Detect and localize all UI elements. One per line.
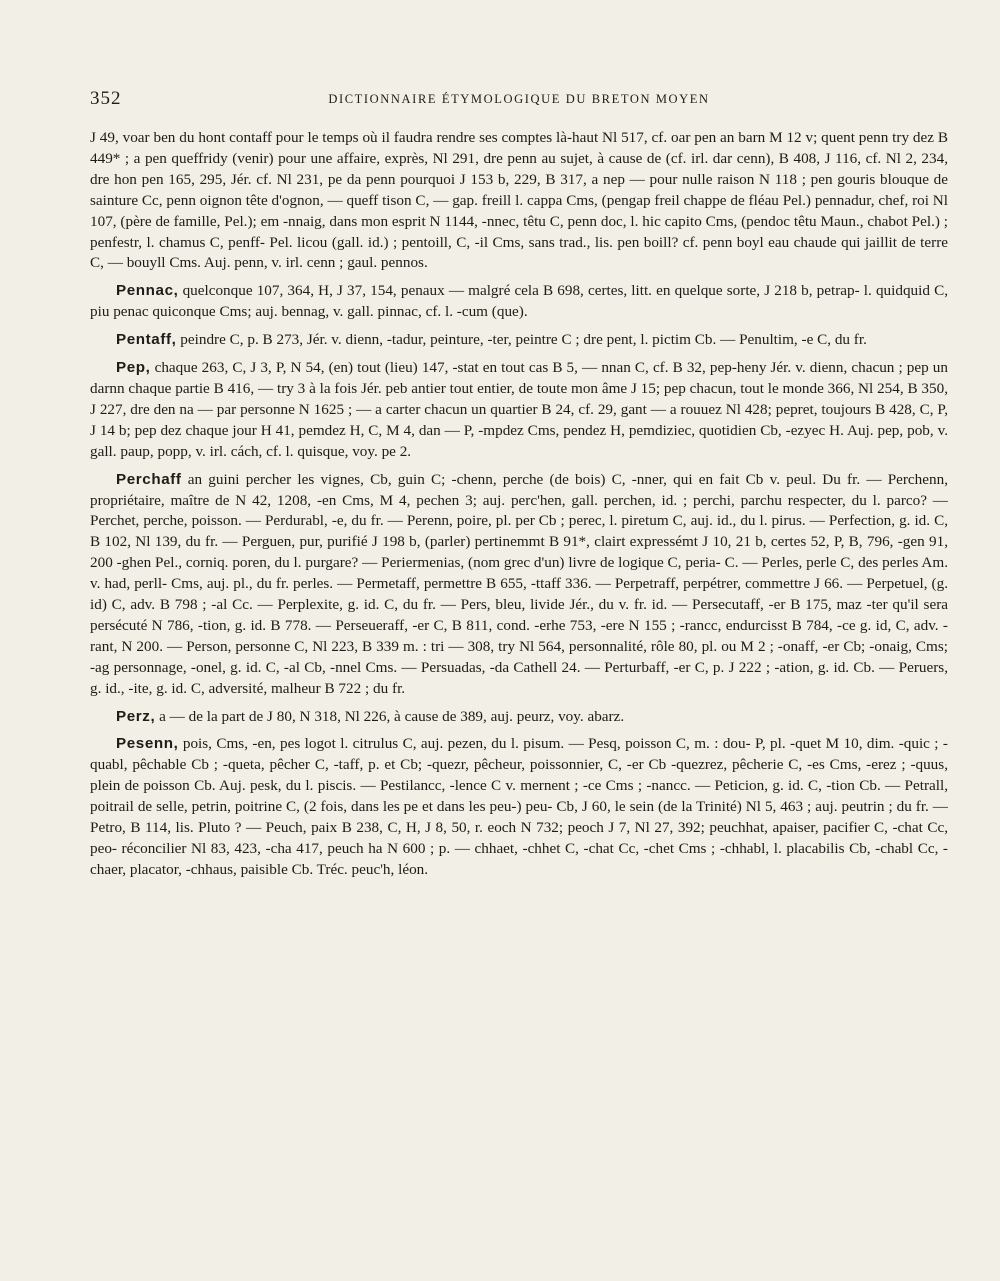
entry-headword: Pennac,	[116, 282, 179, 300]
entry-perchaff	[90, 470, 948, 700]
dictionary-body	[90, 128, 948, 881]
entry-headword: Perchaff	[116, 470, 182, 488]
entry-pep	[90, 358, 948, 463]
entry-text: peindre C, p. B 273, Jér. v. dienn, -tadur, peinture, -ter, peintre C ; dre pent, l. pictim Cb. — Penultim, -e C, du fr.	[176, 331, 867, 349]
entry-headword: Pesenn,	[116, 735, 179, 753]
entry-headword: Pep,	[116, 359, 151, 377]
running-head	[90, 88, 948, 112]
entry-headword: Perz,	[116, 707, 156, 725]
entry-perz	[90, 707, 948, 728]
entry-text: chaque 263, C, J 3, P, N 54, (en) tout (lieu) 147, -stat en tout cas B 5, — nnan C, cf. B 32, pep-heny Jér. v. dienn, chacun ; pep un darnn chaque partie B 416, — try 3 à la fois Jér. peb antier tout entier, de toute mon âme J 15; pep chacun, tout le monde 366, Nl 254, B 350, J 227, dre den na — par personne N 1625 ; — a carter chacun un quartier B 24, cf. 29, gant — a rouuez Nl 428; pepret, toujours B 428, C, P, J 14 b; pep dez chaque jour H 41, pemdez H, C, M 4, dan — P, -mpdez Cms, pendez H, pemdiziec, quotidien Cb, -ezyec H. Auj. pep, pob, v. gall. paup, popp, v. irl. cách, cf. l. quisque, voy. pe 2.	[90, 359, 948, 460]
running-title: DICTIONNAIRE ÉTYMOLOGIQUE DU BRETON MOYEN	[328, 92, 710, 106]
entry-text: a — de la part de J 80, N 318, Nl 226, à cause de 389, auj. peurz, voy. abarz.	[155, 707, 625, 725]
entry-pentaff	[90, 330, 948, 351]
entry-text: quelconque 107, 364, H, J 37, 154, penaux — malgré cela B 698, certes, litt. en quelque sorte, J 218 b, petrap- l. quidquid C, piu penac quiconque Cms; auj. bennag, v. gall. pinnac, cf. l. -cum (que).	[90, 282, 948, 321]
entry-continuation	[90, 128, 948, 274]
entry-text: J 49, voar ben du hont contaff pour le temps où il faudra rendre ses comptes là-haut Nl 517, cf. oar pen an barn M 12 v; quent penn try dez B 449* ; a pen queffridy (venir) pour une affaire, exprès, Nl 291, dre penn au sujet, à cause de (cf. irl. dar cenn), B 408, J 116, cf. Nl 2, 234, dre hon pen 165, 295, Jér. cf. Nl 231, pe da penn pourquoi J 153 b, 229, B 317, a nep — pour nulle raison N 118 ; pen gouris blouque de sainture Cc, penn oignon tête d'ognon, — queff tison C, — gap. freill l. cappa Cms, (pengap freil chappe de fléau Pel.) pennadur, chef, roi Nl 107, (père de famille, Pel.); em -nnaig, dans mon esprit N 1144, -nnec, têtu C, penn doc, l. hic capito Cms, (pendoc têtu Maun., chabot Pel.) ; penfestr, l. chamus C, penff- Pel. licou (gall. id.) ; pentoill, C, -il Cms, sans trad., lis. pen boill? cf. penn boyl eau chaude qui jaillit de terre C, — bouyll Cms. Auj. penn, v. irl. cenn ; gaul. pennos.	[90, 129, 948, 272]
entry-pennac	[90, 281, 948, 323]
entry-text: pois, Cms, -en, pes logot l. citrulus C, auj. pezen, du l. pisum. — Pesq, poisson C, m. : dou- P, pl. -quet M 10, dim. -quic ; -quabl, pêchable Cb ; -queta, pêcher C, -taff, p. et Cb; -quezr, pêcheur, poissonnier, C, -er Cb -quezrez, pêcherie C, -es Cms, -erez ; -quus, plein de poisson Cb. Auj. pesk, du l. piscis. — Pestilancc, -lence C v. mernent ; -ce Cms ; -nancc. — Peticion, g. id. C, -tion Cb. — Petrall, poitrail de selle, petrin, poitrine C, (2 fois, dans les pe et dans les peu-) peu- Cb, J 60, le sein (de la Trinité) Nl 5, 463 ; auj. peutrin ; du fr. — Petro, B 114, lis. Pluto ? — Peuch, paix B 238, C, H, J 8, 50, r. eoch N 732; peoch J 7, Nl 27, 392; peuchhat, apaiser, pacifier C, -chat Cc, peo- réconcilier Nl 83, 423, -cha 417, peuch ha N 600 ; p. — chhaet, -chhet C, -chat Cc, -chet Cms ; -chhabl, l. placabilis Cb, -chabl Cc, -chaer, placator, -chhaus, paisible Cb. Tréc. peuc'h, léon.	[90, 735, 948, 878]
entry-pesenn	[90, 734, 948, 880]
entry-text: an guini percher les vignes, Cb, guin C; -chenn, perche (de bois) C, -nner, qui en fait Cb v. peul. Du fr. — Perchenn, propriétaire, maître de N 42, 1208, -en Cms, M 4, pechen 3; auj. perc'hen, gall. perchen, id. ; perchi, parchu respecter, du l. parco? — Perchet, perche, poisson. — Perdurabl, -e, du fr. — Perenn, poire, pl. per Cb ; perec, l. piretum C, auj. id., du l. pirus. — Perfection, g. id. C, B 102, Nl 139, du fr. — Perguen, pur, purifié J 198 b, (parler) pertinemmt B 91*, clairt expressémt J 10, 21 b, certes 52, P, B, 796, -gen 91, 200 -ghen Pel., corniq. poren, du l. purgare? — Periermenias, (nom grec d'un) livre de logique C, peria- C. — Perles, perle C, des perles Am. v. had, perll- Cms, auj. pl., du fr. perles. — Permetaff, permettre B 655, -ttaff 336. — Perpetraff, perpétrer, commettre J 66. — Perpetuel, (g. id) C, adv. B 798 ; -al Cc. — Perplexite, g. id. C, du fr. — Pers, bleu, livide Jér., du v. fr. id. — Persecutaff, -er B 175, maz -ter qu'il sera persécuté N 786, -tion, g. id. B 778. — Perseueraff, -er C, B 811, cond. -erhe 753, -ere N 155 ; -rancc, endurcisst B 784, -ce g. id, C, adv. -rant, N 200. — Person, personne C, Nl 223, B 339 m. : tri — 308, try Nl 564, personnalité, rôle 80, pl. ou M 2 ; -onaff, -er Cb; -onaig, Cms; -ag personnage, -onel, g. id. C, -al Cb, -nnel Cms. — Persuadas, -da Cathell 24. — Perturbaff, -er C, p. J 222 ; -ation, g. id. Cb. — Peruers, g. id., -ite, g. id. C, adversité, malheur B 722 ; du fr.	[90, 470, 948, 697]
entry-headword: Pentaff,	[116, 331, 177, 349]
page-number: 352	[90, 88, 122, 109]
